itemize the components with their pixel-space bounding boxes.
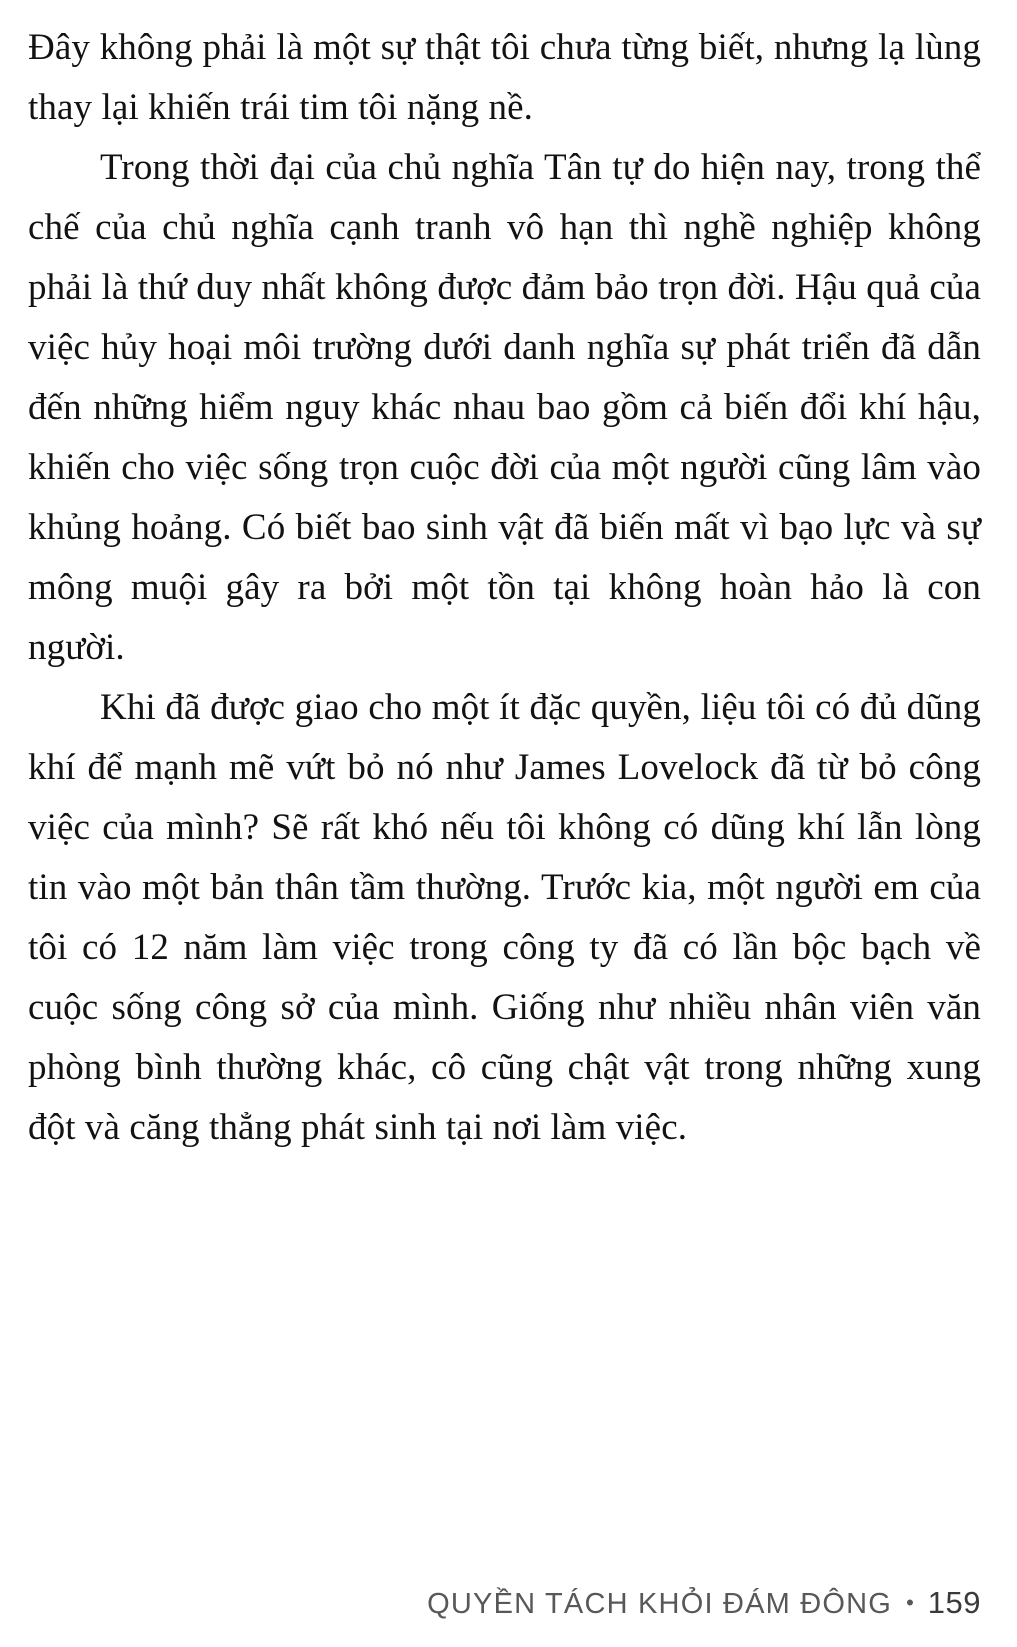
page-body [28,18,981,1585]
paragraph-1: Đây không phải là một sự thật tôi chưa từng biết, nhưng lạ lùng thay lại khiến trái tim tôi nặng nề. [28,27,981,128]
page-footer [28,1585,981,1647]
footer-chapter-title: QUYỀN TÁCH KHỎI ĐÁM ĐÔNG [427,1588,893,1620]
page-number: 159 [927,1585,981,1620]
paragraph-2: Trong thời đại của chủ nghĩa Tân tự do hiện nay, trong thể chế của chủ nghĩa cạnh tranh vô hạn thì nghề nghiệp không phải là thứ duy nhất không được đảm bảo trọn đời. Hậu quả của việc hủy hoại môi trường dưới danh nghĩa sự phát triển đã dẫn đến những hiểm nguy khác nhau bao gồm cả biến đổi khí hậu, khiến cho việc sống trọn cuộc đời của một người cũng lâm vào khủng hoảng. Có biết bao sinh vật đã biến mất vì bạo lực và sự mông muội gây ra bởi một tồn tại không hoàn hảo là con người. [28,147,981,668]
footer-bullet-icon: • [906,1590,914,1615]
paragraph-3: Khi đã được giao cho một ít đặc quyền, liệu tôi có đủ dũng khí để mạnh mẽ vứt bỏ nó như James Lovelock đã từ bỏ công việc của mình? Sẽ rất khó nếu tôi không có dũng khí lẫn lòng tin vào một bản thân tầm thường. Trước kia, một người em của tôi có 12 năm làm việc trong công ty đã có lần bộc bạch về cuộc sống công sở của mình. Giống như nhiều nhân viên văn phòng bình thường khác, cô cũng chật vật trong những xung đột và căng thẳng phát sinh tại nơi làm việc. [28,687,981,1148]
